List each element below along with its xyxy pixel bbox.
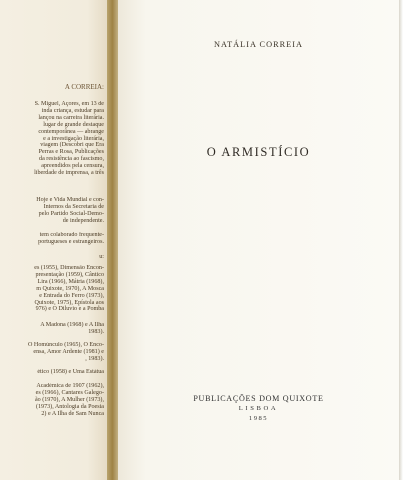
works-heading: u: bbox=[99, 254, 104, 260]
works-line: ético (1958) e Uma Estátua bbox=[37, 369, 104, 375]
works-line: 1983). bbox=[88, 328, 104, 335]
politics-line: Hoje e Vida Mundial e con- bbox=[36, 197, 104, 203]
politics-line: pelo Partido Social-Demo- bbox=[38, 210, 104, 217]
works-line: e Entrada do Ferro (1973), bbox=[39, 292, 104, 299]
bio-line: lugar de grande destaque bbox=[43, 121, 104, 128]
bio-block bbox=[0, 101, 110, 177]
works-block-2 bbox=[0, 322, 110, 336]
works-line: Quixote, 1975), Epístola aos bbox=[34, 299, 104, 306]
collab-block bbox=[0, 232, 110, 246]
works-line: es (1966), Cantares Galego- bbox=[35, 389, 104, 396]
bio-line: e a investigação literária, bbox=[43, 135, 104, 142]
publisher-city: LISBOA bbox=[238, 405, 279, 412]
bio-line: Perras e Rosa, Publicações bbox=[38, 149, 104, 156]
bio-line: lançou na carreira literária. bbox=[38, 114, 104, 121]
works-block-4 bbox=[0, 369, 110, 376]
works-line: es (1955), Dimensão Encon- bbox=[34, 265, 104, 271]
collab-line: portugueses e estrangeiros. bbox=[38, 238, 104, 245]
works-line: ão (1970), A Mulher (1973), bbox=[34, 396, 104, 403]
publisher-name: PUBLICAÇÕES DOM QUIXOTE bbox=[193, 394, 324, 403]
works-line: Académica de 1907 (1962), bbox=[36, 383, 104, 389]
works-block-1 bbox=[0, 265, 110, 313]
left-page bbox=[0, 0, 112, 480]
collab-line: tem colaborado frequente- bbox=[39, 232, 104, 238]
works-line: Lira (1966), Mátria (1968), bbox=[37, 278, 104, 285]
politics-block bbox=[0, 197, 110, 225]
bio-line: liberdade de imprensa, a três bbox=[34, 170, 104, 177]
left-heading: A CORREIA: bbox=[64, 84, 104, 91]
works-line: 2) e A Ilha de Sam Nunca bbox=[41, 410, 104, 417]
bio-line: apreendidos pela censura, bbox=[41, 163, 104, 170]
works-block-5 bbox=[0, 383, 110, 418]
publication-year: 1985 bbox=[248, 415, 269, 422]
bio-line: da resistência ao fascismo, bbox=[39, 156, 104, 163]
works-line: A Madona (1968) e A Ilha bbox=[40, 322, 104, 328]
works-block-3 bbox=[0, 342, 110, 363]
works-line: m Quixote, 1970), A Mosca bbox=[36, 285, 104, 292]
bio-line: contemporânea — abrange bbox=[38, 128, 104, 135]
bio-line: viagem (Descobri que Era bbox=[40, 142, 104, 149]
page-edge bbox=[399, 0, 403, 480]
politics-line: de independente. bbox=[62, 217, 104, 224]
works-line: 976) e O Diluvio e a Pomba bbox=[35, 306, 104, 313]
works-line: O Homúnculo (1965), O Enco- bbox=[28, 342, 104, 348]
works-line: , 1983). bbox=[85, 355, 104, 362]
politics-line: Internos da Secretaria de bbox=[43, 203, 104, 210]
works-line: presentação (1959), Cântico bbox=[35, 271, 104, 278]
bio-line: inda criança, estudar para bbox=[41, 107, 104, 114]
works-line: ensa, Amor Ardente (1981) e bbox=[33, 348, 104, 355]
bio-line: S. Miguel, Açores, em 13 de bbox=[34, 101, 104, 107]
book-title: O ARMISTÍCIO bbox=[206, 145, 311, 159]
works-line: (1973), Antologia da Poesia bbox=[35, 403, 104, 410]
author-name: NATÁLIA CORREIA bbox=[214, 40, 303, 49]
